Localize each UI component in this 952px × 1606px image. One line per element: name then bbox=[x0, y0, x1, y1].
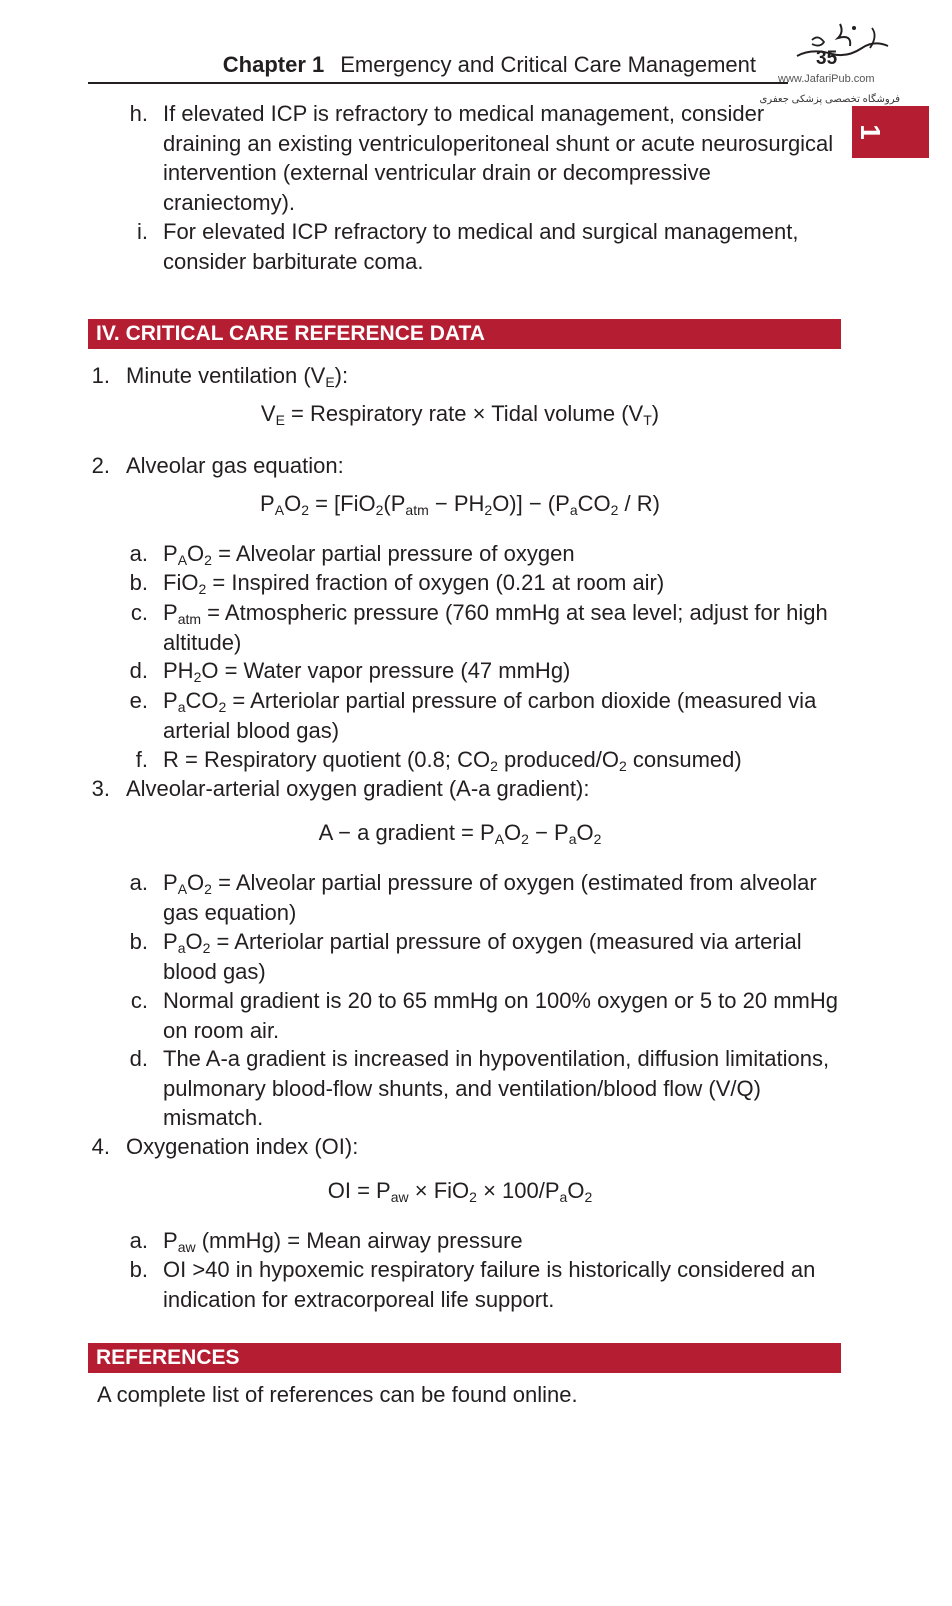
references-text: A complete list of references can be found online. bbox=[97, 1382, 578, 1407]
item-text: The A-a gradient is increased in hypoventilation, diffusion limitations, pulmonary blood-flow shunts, and ventilation/blood flow (V/Q) mismatch. bbox=[163, 1046, 830, 1130]
item-text: OI >40 in hypoxemic respiratory failure is historically considered an indication for extracorporeal life support. bbox=[163, 1257, 816, 1312]
item-text: Alveolar-arterial oxygen gradient (A-a gradient): bbox=[126, 776, 590, 801]
item-text: R = Respiratory quotient (0.8; $CO_2$ produced/$O_2$ consumed) bbox=[163, 747, 742, 774]
item-marker: a. bbox=[129, 870, 148, 895]
item-marker: b. bbox=[129, 1257, 148, 1282]
equation-oxygenation-index: OI = $P_{aw} \times FiO_2 \times 100/P_aO_2$ bbox=[327, 1178, 593, 1205]
item-text: For elevated ICP refractory to medical and surgical management, consider barbiturate coma. bbox=[163, 219, 799, 274]
item-marker: 2. bbox=[91, 453, 110, 478]
page-number: 35 bbox=[816, 48, 838, 69]
item-text: Normal gradient is 20 to 65 mmHg on 100% oxygen or 5 to 20 mmHg on room air. bbox=[163, 988, 838, 1043]
header-text bbox=[223, 52, 756, 78]
publisher-logo bbox=[759, 18, 930, 108]
item-marker: d. bbox=[129, 1046, 148, 1071]
item-text: Oxygenation index (OI): bbox=[126, 1134, 359, 1159]
item-text: $PH_2O$ = Water vapor pressure (47 mmHg) bbox=[163, 658, 571, 685]
item-marker: 4. bbox=[91, 1134, 110, 1159]
equation-aa-gradient: A − a gradient = $P_AO_2 - P_aO_2$ bbox=[318, 820, 602, 847]
item-text: FiO$_2$ = Inspired fraction of oxygen (0.21 at room air) bbox=[163, 570, 665, 597]
item-text: $P_aO_2$ = Arteriolar partial pressure of oxygen (measured via arterial blood gas) bbox=[163, 929, 802, 984]
item-marker: 3. bbox=[91, 776, 110, 801]
item-marker: a. bbox=[129, 541, 148, 566]
calligraphy-logo-icon bbox=[792, 18, 892, 70]
item-marker: a. bbox=[129, 1228, 148, 1253]
item-text: Alveolar gas equation: bbox=[126, 453, 344, 478]
equation-alveolar-gas: $P_AO_2 = [FiO_2(P_{atm} - PH_2O)] - (P_aCO_2 / R)$ bbox=[260, 491, 660, 518]
chapter-title: Emergency and Critical Care Management bbox=[340, 52, 756, 77]
item-marker: b. bbox=[129, 570, 148, 595]
item-text: $P_aCO_2$ = Arteriolar partial pressure of carbon dioxide (measured via arterial blood gas) bbox=[163, 688, 817, 743]
item-text: $P_{atm}$ = Atmospheric pressure (760 mmHg at sea level; adjust for high altitude) bbox=[163, 600, 828, 655]
item-marker: d. bbox=[129, 658, 148, 683]
chapter-label: Chapter 1 bbox=[222, 52, 325, 77]
item-marker: c. bbox=[130, 988, 148, 1013]
section-banner-references: REFERENCES bbox=[88, 1343, 841, 1373]
item-text: $P_AO_2$ = Alveolar partial pressure of oxygen (estimated from alveolar gas equation) bbox=[163, 870, 817, 925]
item-marker: e. bbox=[129, 688, 148, 713]
chapter-tab-number: 1 bbox=[854, 124, 886, 140]
equation-minute-ventilation: $V_E$ = Respiratory rate × Tidal volume $(V_T)$ bbox=[260, 401, 660, 428]
section-banner-iv: IV. CRITICAL CARE REFERENCE DATA bbox=[88, 319, 841, 349]
item-marker: b. bbox=[129, 929, 148, 954]
item-marker: c. bbox=[130, 600, 148, 625]
item-text: If elevated ICP is refractory to medical management, consider draining an existing ventriculoperitoneal shunt or acute neurosurgical intervention (external ventricular drain or decompressive craniectomy). bbox=[163, 101, 834, 215]
chapter-tab bbox=[852, 106, 929, 158]
item-marker: i. bbox=[137, 219, 148, 244]
running-header bbox=[88, 44, 788, 84]
logo-caption: فروشگاه تخصصی پزشکی جعفری bbox=[759, 94, 900, 105]
item-text: $P_AO_2$ = Alveolar partial pressure of oxygen bbox=[163, 541, 575, 568]
item-text: $P_{aw}$ (mmHg) = Mean airway pressure bbox=[163, 1228, 523, 1255]
item-marker: f. bbox=[135, 747, 148, 772]
logo-url: www.JafariPub.com bbox=[778, 73, 875, 85]
item-text: Minute ventilation $(V_E)$: bbox=[126, 363, 349, 390]
item-marker: h. bbox=[129, 101, 148, 126]
item-marker: 1. bbox=[91, 363, 110, 388]
